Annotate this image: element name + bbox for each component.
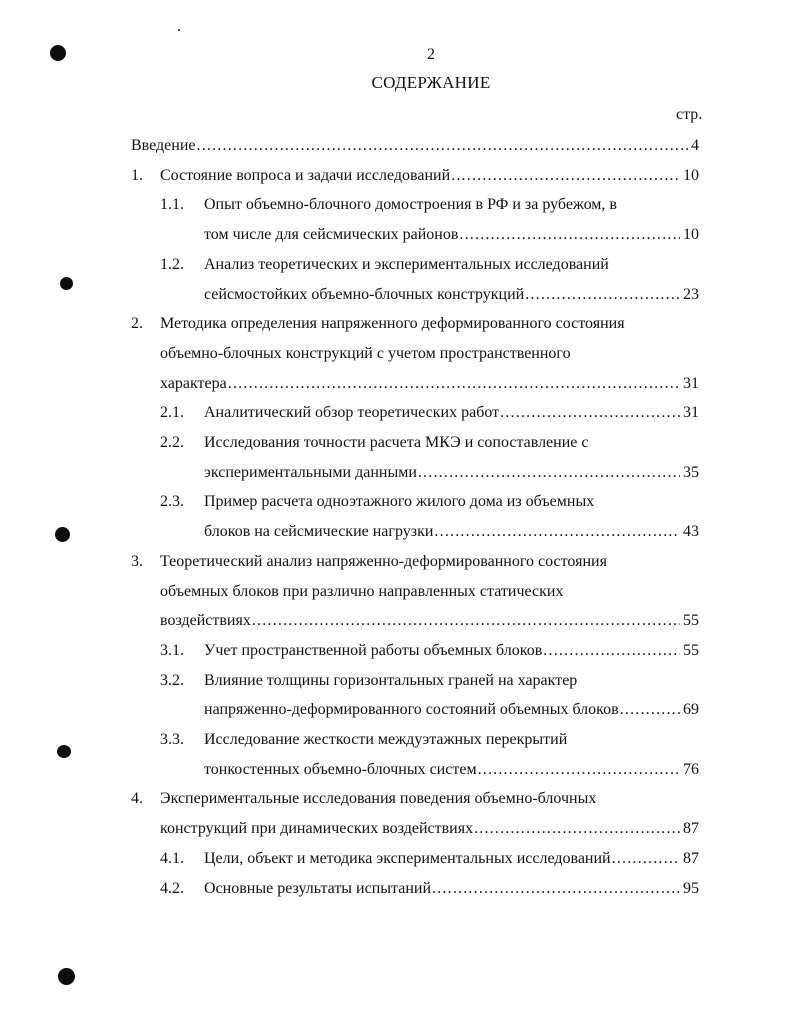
punch-hole-mark [50,45,66,61]
toc-entry[interactable] [160,374,699,394]
toc-entry[interactable] [204,879,699,899]
toc-entry-title: блоков на сейсмические нагрузки [204,523,434,541]
toc-entry-title: сейсмостойких объемно-блочных конструкций [204,285,525,303]
dot-leader [252,611,680,631]
toc-entry[interactable] [204,463,699,483]
page-number: 2 [427,46,435,63]
dot-leader [434,522,680,542]
toc-entry-title: характера [160,374,227,392]
dot-leader [197,136,689,156]
toc-page-number: 69 [683,701,699,719]
toc-page-number: 31 [683,404,699,422]
dot-leader [543,641,680,661]
toc-page-number: 43 [683,523,699,541]
toc-entry-title: напряженно-деформированного состояний объемных блоков [204,701,619,719]
toc-entry[interactable] [204,641,699,661]
toc-entry-line: Экспериментальные исследования поведения объемно-блочных [160,790,597,808]
toc-entry-number: 3.3. [160,731,184,748]
toc-page-number: 87 [683,849,699,867]
toc-page-number: 10 [683,226,699,244]
dot-leader [478,760,680,780]
toc-entry-line: Теоретический анализ напряженно-деформированного состояния [160,552,607,570]
toc-page-number: 55 [683,612,699,630]
toc-entry-title: Введение [131,137,196,154]
dot-leader [474,819,680,839]
toc-entry-line: Анализ теоретических и экспериментальных исследований [204,255,609,273]
scan-speck [178,29,180,31]
toc-entry-number: 3.2. [160,671,184,689]
toc-page-number: 95 [683,879,699,897]
toc-entry-title: тонкостенных объемно-блочных систем [204,760,477,778]
toc-entry-number: 3.1. [160,641,184,659]
dot-leader [432,879,680,899]
punch-hole-mark [57,745,71,758]
page-title: СОДЕРЖАНИЕ [371,73,491,92]
toc-entry-number: 1. [131,166,143,184]
toc-entry-line: Пример расчета одноэтажного жилого дома из объемных [204,493,595,511]
toc-page-number: 23 [683,285,699,303]
toc-page-number: 10 [683,166,699,184]
dot-leader [459,225,680,245]
toc-entry-title: том числе для сейсмических районов [204,226,459,244]
toc-entry-number: 2.2. [160,434,184,451]
toc-page-number: 31 [683,374,699,392]
toc-entry[interactable] [204,285,699,305]
dot-leader [500,403,680,423]
toc-entry-title: воздействиях [160,612,251,630]
toc-entry-line: Исследования точности расчета МКЭ и сопоставление с [204,434,589,451]
dot-leader [418,463,680,483]
toc-entry[interactable] [160,819,699,839]
toc-entry-number: 2.3. [160,493,184,511]
toc-entry-title: Аналитический обзор теоретических работ [204,404,500,422]
toc-page-number: 4 [691,137,699,154]
dot-leader [620,700,680,720]
toc-entry[interactable] [204,225,699,245]
toc-entry-title: Цели, объект и методика экспериментальных исследований [204,849,611,867]
toc-entry-number: 3. [131,552,143,570]
toc-entry-line: Опыт объемно-блочного домостроения в РФ и за рубежом, в [204,196,617,214]
toc-entry[interactable] [204,849,699,869]
dot-leader [228,374,680,394]
toc-entry-line: Влияние толщины горизонтальных граней на характер [204,671,578,689]
dot-leader [525,285,680,305]
toc-entry-number: 2.1. [160,404,184,422]
toc-page-number: 55 [683,641,699,659]
punch-hole-mark [55,527,70,542]
toc-entry-line: объемно-блочных конструкций с учетом пространственного [160,344,571,362]
toc-entry[interactable] [204,760,699,780]
toc-entry[interactable] [160,166,699,186]
toc-entry-number: 4. [131,790,143,808]
toc-entry[interactable] [131,136,699,156]
dot-leader [451,166,680,186]
toc-entry[interactable] [204,522,699,542]
toc-entry-number: 2. [131,315,143,333]
toc-entry-number: 4.1. [160,849,184,867]
punch-hole-mark [58,968,75,985]
toc-entry-title: Состояние вопроса и задачи исследований [160,166,451,184]
toc-entry-number: 1.1. [160,196,184,214]
punch-hole-mark [60,277,73,290]
toc-page-number: 87 [683,820,699,838]
toc-entry-line: объемных блоков при различно направленных статических [160,582,564,600]
toc-entry-title: Основные результаты испытаний [204,879,432,897]
pages-column-label: стр. [676,106,703,123]
toc-entry-title: экспериментальными данными [204,463,417,481]
toc-page-number: 76 [683,760,699,778]
toc-page-number: 35 [683,463,699,481]
toc-entry-line: Исследование жесткости междуэтажных перекрытий [204,731,568,748]
toc-entry-line: Методика определения напряженного деформированного состояния [160,315,625,333]
toc-entry-title: Учет пространственной работы объемных блоков [204,641,543,659]
toc-entry-title: конструкций при динамических воздействиях [160,820,474,838]
dot-leader [612,849,680,869]
toc-entry[interactable] [204,403,699,423]
toc-entry[interactable] [160,611,699,631]
toc-entry-number: 1.2. [160,255,184,273]
toc-entry[interactable] [204,700,699,720]
toc-entry-number: 4.2. [160,879,184,897]
